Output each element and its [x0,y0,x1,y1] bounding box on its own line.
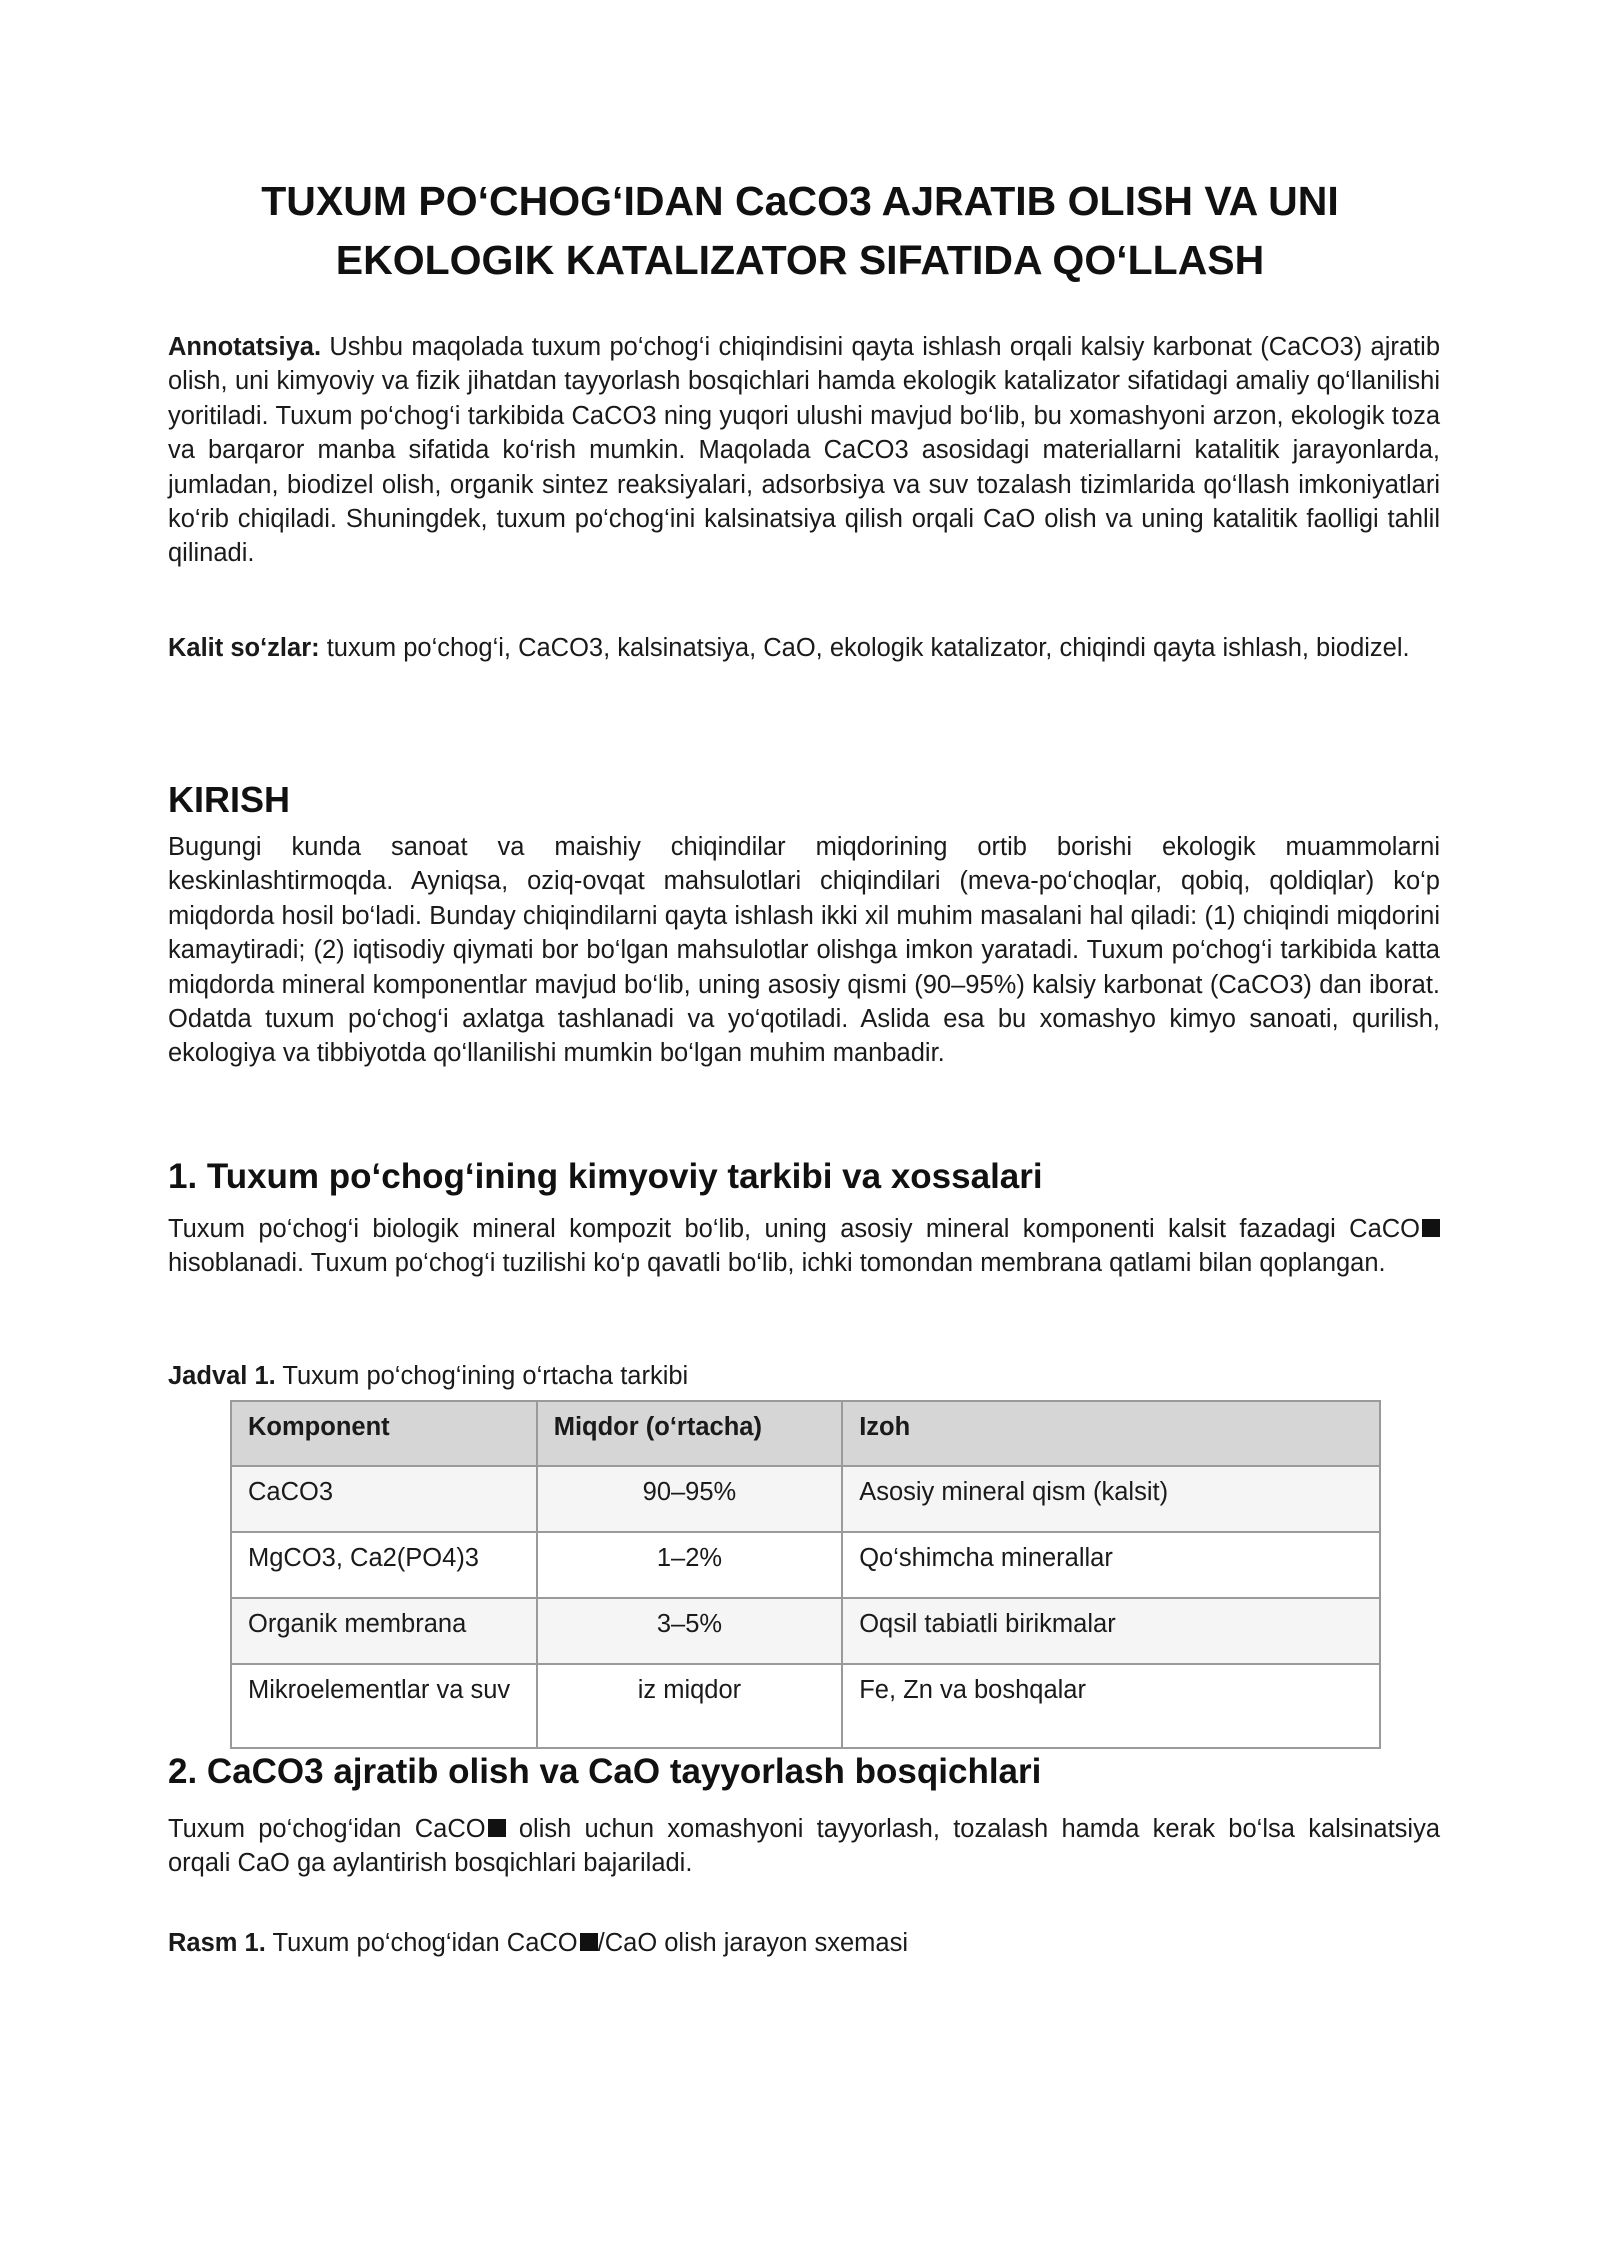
table-header-cell: Komponent [231,1401,537,1466]
table-cell-component: Mikroelementlar va suv [231,1664,537,1748]
abstract-label: Annotatsiya. [168,333,322,361]
figure-1-caption-text-a: Tuxum po‘chog‘idan CaCO [272,1929,578,1957]
section-1-heading: 1. Tuxum po‘chog‘ining kimyoviy tarkibi va xossalari [168,1157,1043,1196]
table-cell-component: MgCO3, Ca2(PO4)3 [231,1532,537,1598]
intro-paragraph: Bugungi kunda sanoat va maishiy chiqindilar miqdorining ortib borishi ekologik muammolarni keskinlashtirmoqda. Ayniqsa, oziq-ovqat mahsulotlari chiqindilari (meva-po‘choqlar, qobiq, qoldiqlar) ko‘p miqdorda hosil bo‘ladi. Bunday chiqindilarni qayta ishlash ikki xil muhim masalani hal qiladi: (1) chiqindi miqdorini kamaytiradi; (2) iqtisodiy qiymati bor bo‘lgan mahsulotlar olishga imkon yaratadi. Tuxum po‘chog‘i tarkibida katta miqdorda mineral komponentlar mavjud bo‘lib, uning asosiy qismi (90–95%) kalsiy karbonat (CaCO3) dan iborat. Odatda tuxum po‘chog‘i axlatga tashlanadi va yo‘qotiladi. Aslida esa bu xomashyo kimyo sanoati, qurilish, ekologiya va tibbiyotda qo‘llanilishi mumkin bo‘lgan muhim manbadir. [168,833,1440,1068]
table-1-caption-label: Jadval 1. [168,1362,276,1390]
table-cell-amount: iz miqdor [537,1664,842,1748]
table-cell-component: Organik membrana [231,1598,537,1664]
table-1-caption-text: Tuxum po‘chog‘ining o‘rtacha tarkibi [282,1362,689,1390]
figure-1-caption [168,1926,908,1960]
table-row [231,1598,1380,1664]
missing-glyph-box [1422,1219,1440,1237]
section-2-paragraph [168,1812,1440,1881]
table-row [231,1532,1380,1598]
table-header-row [231,1401,1380,1466]
table-row [231,1466,1380,1532]
section-1-text-b: hisoblanadi. Tuxum po‘chog‘i tuzilishi ko‘p qavatli bo‘lib, ichki tomondan membrana qatlami bilan qoplangan. [168,1249,1386,1278]
table-cell-note: Oqsil tabiatli birikmalar [842,1598,1380,1664]
missing-glyph-box [580,1933,598,1951]
missing-glyph-box [488,1819,506,1837]
paper-title [170,172,1430,290]
section-2-heading: 2. CaCO3 ajratib olish va CaO tayyorlash bosqichlari [168,1752,1042,1791]
table-cell-note: Asosiy mineral qism (kalsit) [842,1466,1380,1532]
table-cell-component: CaCO3 [231,1466,537,1532]
table-row [231,1664,1380,1748]
section-1-text-a: Tuxum po‘chog‘i biologik mineral kompozit bo‘lib, uning asosiy mineral komponenti kalsit fazadagi CaCO [168,1215,1420,1243]
figure-1-caption-label: Rasm 1. [168,1929,266,1957]
abstract-text: Ushbu maqolada tuxum po‘chog‘i chiqindisini qayta ishlash orqali kalsiy karbonat (CaCO3) ajratib olish, uni kimyoviy va fizik jihatdan tayyorlash bosqichlari hamda ekologik katalizator sifatidagi amaliy qo‘llanilishi yoritiladi. Tuxum po‘chog‘i tarkibida CaCO3 ning yuqori ulushi mavjud bo‘lib, bu xomashyoni arzon, ekologik toza va barqaror manba sifatida ko‘rish mumkin. Maqolada CaCO3 asosidagi materiallarni katalitik jarayonlarda, jumladan, biodizel olish, organik sintez reaksiyalari, adsorbsiya va suv tozalash tizimlarida qo‘llash imkoniyatlari ko‘rib chiqiladi. Shuningdek, tuxum po‘chog‘ini kalsinatsiya qilish orqali CaO olish va uning katalitik faolligi tahlil qilinadi. [168,333,1440,568]
section-2-text-b: olish uchun xomashyoni tayyorlash, tozalash hamda kerak bo‘lsa kalsinatsiya orqali CaO ga aylantirish bosqichlari bajariladi. [168,1815,1441,1878]
table-cell-note: Fe, Zn va boshqalar [842,1664,1380,1748]
keywords-label: Kalit so‘zlar: [168,634,320,662]
title-line-2: EKOLOGIK KATALIZATOR SIFATIDA QO‘LLASH [335,237,1265,283]
composition-table [230,1400,1381,1749]
keywords [168,631,1440,665]
keywords-text: tuxum po‘chog‘i, CaCO3, kalsinatsiya, CaO, ekologik katalizator, chiqindi qayta ishlash, biodizel. [326,634,1410,662]
table-cell-note: Qo‘shimcha minerallar [842,1532,1380,1598]
section-1-paragraph [168,1212,1440,1281]
table-cell-amount: 3–5% [537,1598,842,1664]
table-cell-amount: 90–95% [537,1466,842,1532]
table-header-cell: Izoh [842,1401,1380,1466]
table-header-cell: Miqdor (o‘rtacha) [537,1401,842,1466]
abstract [168,330,1440,571]
title-line-1: TUXUM PO‘CHOG‘IDAN CaCO3 AJRATIB OLISH VA UNI [261,178,1339,224]
section-2-text-a: Tuxum po‘chog‘idan CaCO [168,1815,486,1843]
table-1-caption [168,1359,688,1393]
figure-1-caption-text-b: /CaO olish jarayon sxemasi [597,1929,909,1957]
table-cell-amount: 1–2% [537,1532,842,1598]
intro-heading: KIRISH [168,779,291,820]
